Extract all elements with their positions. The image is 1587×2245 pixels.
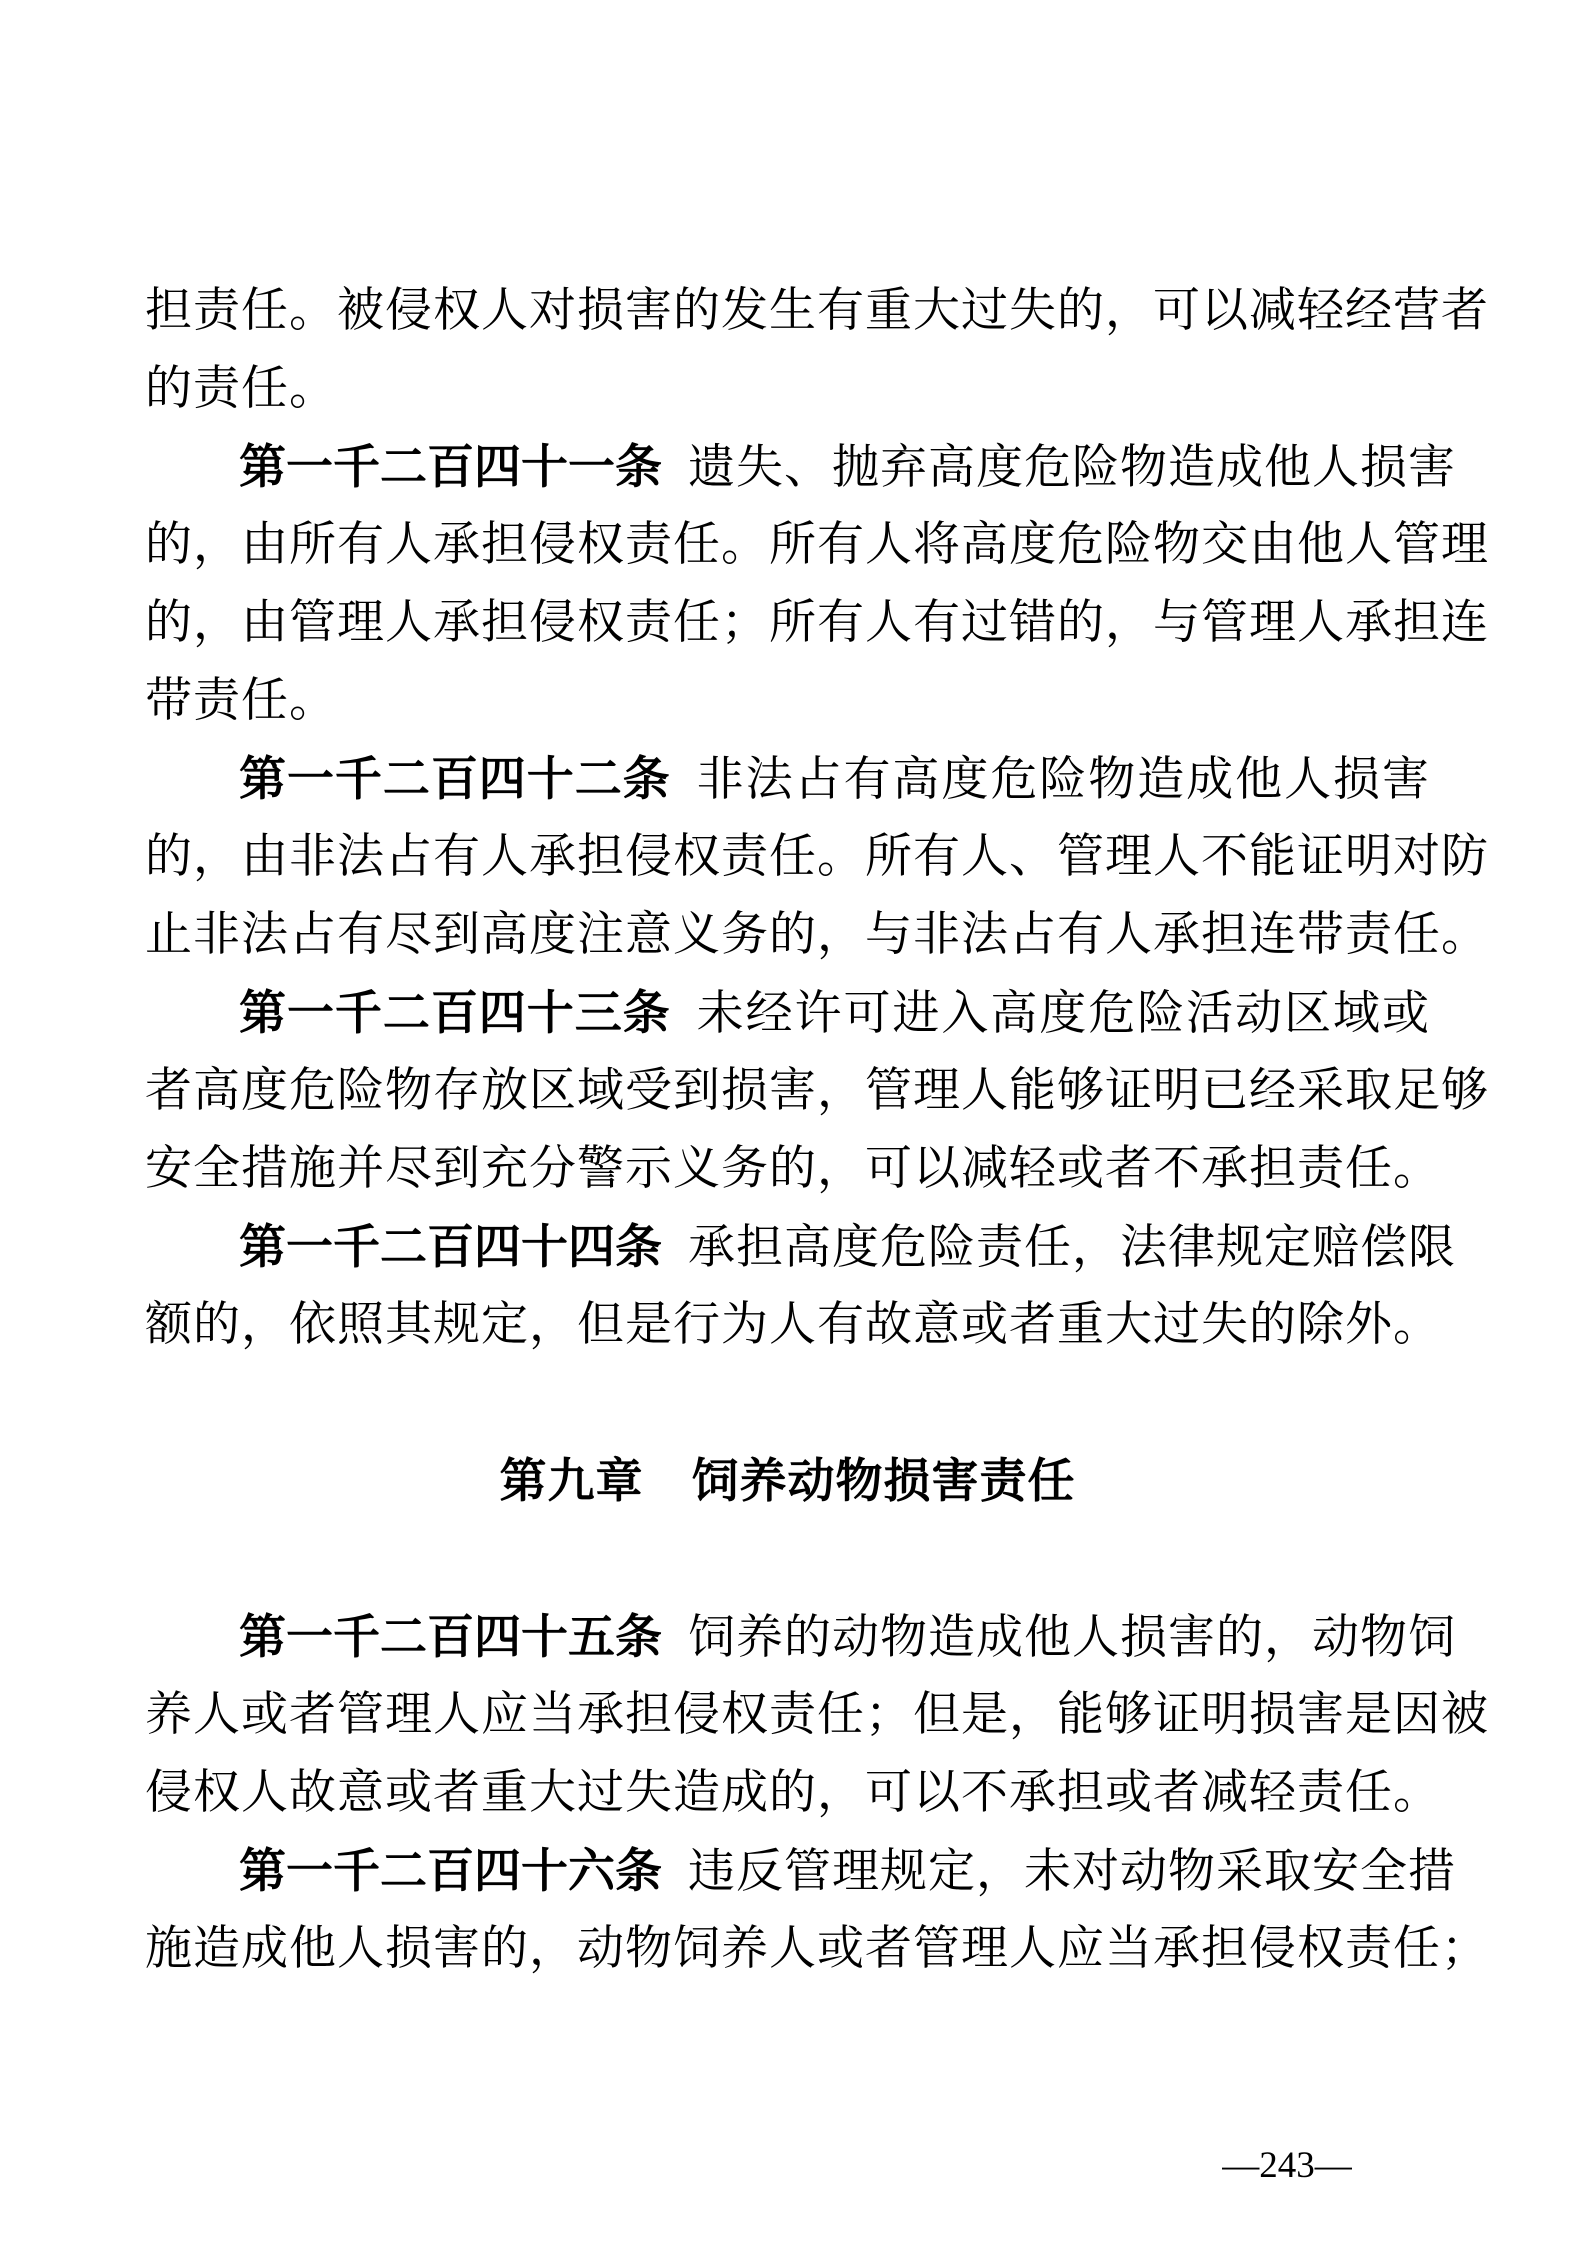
body-line: 施造成他人损害的，动物饲养人或者管理人应当承担侵权责任； — [145, 1923, 1489, 1975]
vertical-space — [145, 1520, 1430, 1598]
body-line: 担责任。被侵权人对损害的发生有重大过失的，可以减轻经营者 — [145, 285, 1489, 337]
article-line-1242 — [145, 740, 1430, 818]
body-line: 的，由所有人承担侵权责任。所有人将高度危险物交由他人管理 — [145, 519, 1489, 571]
article-text: 违反管理规定，未对动物采取安全措 — [688, 1846, 1456, 1898]
body-line: 的，由非法占有人承担侵权责任。所有人、管理人不能证明对防 — [145, 831, 1489, 883]
text-column — [145, 272, 1489, 1988]
article-line-1241 — [145, 428, 1456, 506]
body-line-paragraph-end: 额的，依照其规定，但是行为人有故意或者重大过失的除外。 — [145, 1299, 1441, 1351]
article-number: 第一千二百四十一条 — [239, 440, 662, 493]
body-line: 安全措施并尽到充分警示义务的，可以减轻或者不承担责任。 — [145, 1143, 1441, 1195]
article-text: 未经许可进入高度危险活动区域或 — [696, 988, 1430, 1040]
article-number: 第一千二百四十五条 — [239, 1610, 662, 1663]
article-line-1245 — [145, 1598, 1456, 1676]
article-line-1246 — [145, 1832, 1456, 1910]
article-text: 饲养的动物造成他人损害的，动物饲 — [688, 1612, 1456, 1664]
body-line: 侵权人故意或者重大过失造成的，可以不承担或者减轻责任。 — [145, 1767, 1441, 1819]
article-line-1243 — [145, 974, 1430, 1052]
article-text: 非法占有高度危险物造成他人损害 — [696, 754, 1430, 806]
article-line-1244 — [145, 1208, 1456, 1286]
article-text: 遗失、抛弃高度危险物造成他人损害 — [688, 442, 1456, 494]
body-line: 的，由管理人承担侵权责任；所有人有过错的，与管理人承担连 — [145, 597, 1489, 649]
article-number: 第一千二百四十二条 — [239, 752, 671, 805]
article-number: 第一千二百四十四条 — [239, 1220, 662, 1273]
page-number: —243— — [1222, 2145, 1352, 2186]
body-line: 养人或者管理人应当承担侵权责任；但是，能够证明损害是因被 — [145, 1689, 1489, 1741]
body-line-paragraph-end: 带责任。 — [145, 675, 337, 727]
body-line: 者高度危险物存放区域受到损害，管理人能够证明已经采取足够 — [145, 1065, 1489, 1117]
article-text: 承担高度危险责任，法律规定赔偿限 — [688, 1222, 1456, 1274]
body-line-paragraph-end: 的责任。 — [145, 363, 337, 415]
vertical-space — [145, 1364, 1430, 1442]
body-line: 止非法占有尽到高度注意义务的，与非法占有人承担连带责任。 — [145, 909, 1489, 961]
article-number: 第一千二百四十三条 — [239, 986, 671, 1039]
chapter-heading: 第九章 饲养动物损害责任 — [499, 1454, 1076, 1507]
article-number: 第一千二百四十六条 — [239, 1844, 662, 1897]
